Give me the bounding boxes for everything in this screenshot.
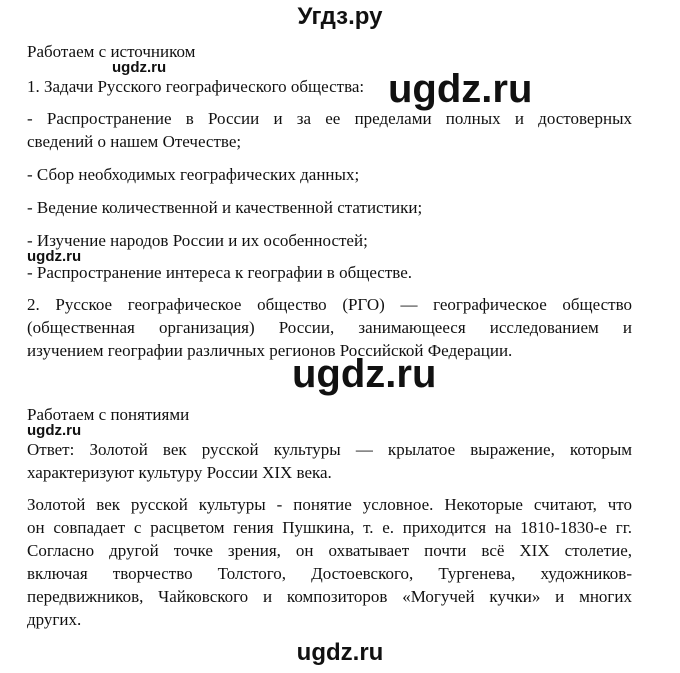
paragraph-line: включая творчество Толстого, Достоевского, Тургенева, художников- [27,564,632,583]
section-title-concepts: Работаем с понятиями [27,405,190,424]
task-item: - Сбор необходимых географических данных; [27,165,360,184]
site-header: Угдз.ру [297,3,383,30]
task-item-continued: сведений о нашем Отечестве; [27,132,242,151]
watermark-small: ugdz.ru [27,248,82,265]
paragraph-line: других. [27,610,82,629]
task-item: - Распространение в России и за ее пределами полных и достоверных [27,109,632,128]
paragraph-line: передвижников, Чайковского и композиторов «Могучей кучки» и многих [27,587,632,606]
task-item: - Ведение количественной и качественной статистики; [27,198,423,217]
paragraph-line: Согласно другой точке зрения, он охватывает почти всё XIX столетие, [27,541,632,560]
question-1: 1. Задачи Русского географического общества: [27,77,365,96]
watermark-large: ugdz.ru [292,352,437,396]
paragraph-line: Золотой век русской культуры - понятие условное. Некоторые считают, что [27,495,632,514]
answer-line: характеризуют культуру России XIX века. [27,463,332,482]
paragraph-line: он совпадает с расцветом гения Пушкина, т. е. приходится на 1810-1830-е гг. [27,518,632,537]
task-item: - Изучение народов России и их особенностей; [27,231,368,250]
answer-2-line: изучением географии различных регионов Российской Федерации. [27,341,513,360]
answer-line: Ответ: Золотой век русской культуры — крылатое выражение, которым [27,440,632,459]
section-title-source: Работаем с источником [27,42,196,61]
watermark-small: ugdz.ru [112,59,167,76]
watermark-large: ugdz.ru [388,67,533,111]
answer-2-line: (общественная организация) России, занимающееся исследованием и [27,318,632,337]
task-item: - Распространение интереса к географии в обществе. [27,263,412,282]
answer-2-line: 2. Русское географическое общество (РГО) — географическое общество [27,295,632,314]
watermark-small: ugdz.ru [27,422,82,439]
watermark-bottom: ugdz.ru [296,639,384,666]
